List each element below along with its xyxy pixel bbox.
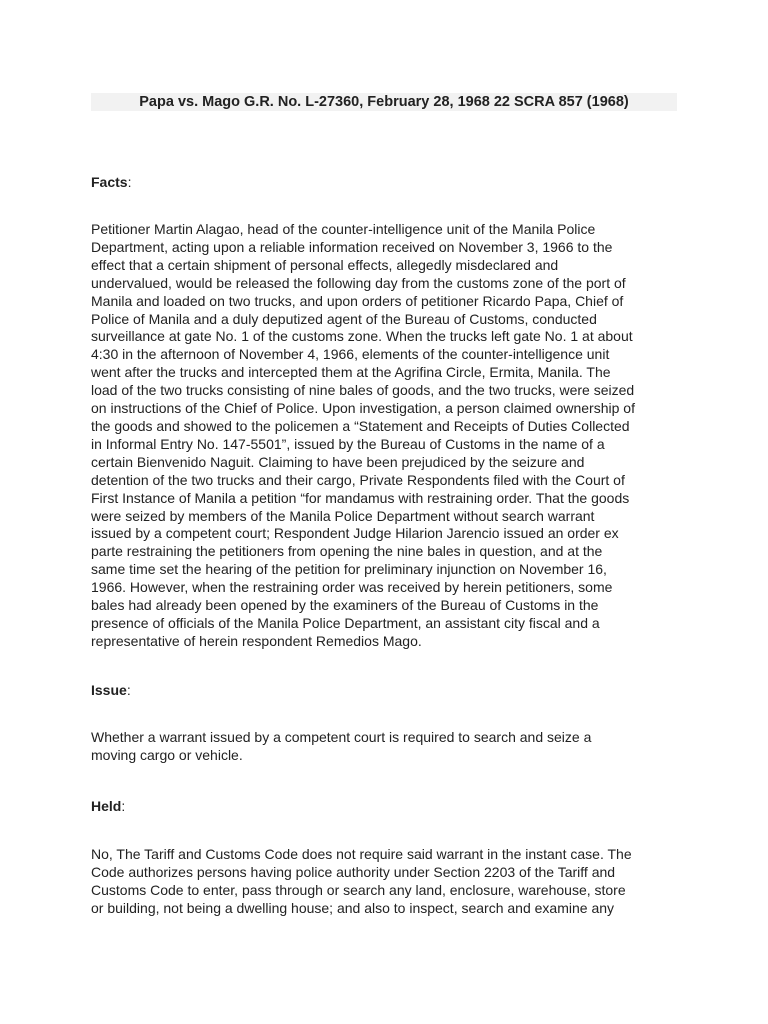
text-line: representative of herein respondent Remedios Mago. (91, 632, 422, 649)
facts-heading-colon: : (127, 174, 132, 190)
text-line: moving cargo or vehicle. (91, 746, 243, 763)
text-line: the goods and showed to the policemen a “Statement and Receipts of Duties Collected (91, 417, 630, 434)
text-line: First Instance of Manila a petition “for mandamus with restraining order. That the goods (91, 489, 630, 506)
text-line: effect that a certain shipment of personal effects, allegedly misdeclared and (91, 256, 559, 273)
facts-paragraph (91, 221, 691, 651)
text-line: were seized by members of the Manila Police Department without search warrant (91, 507, 595, 524)
text-line: No, The Tariff and Customs Code does not require said warrant in the instant case. The (91, 846, 632, 862)
text-line: in Informal Entry No. 147-5501”, issued by the Bureau of Customs in the name of a (91, 435, 605, 452)
text-line: load of the two trucks consisting of nine bales of goods, and the two trucks, were seized (91, 382, 635, 399)
text-line: Manila and loaded on two trucks, and upon orders of petitioner Ricardo Papa, Chief of (91, 292, 624, 309)
text-line: issued by a competent court; Respondent Judge Hilarion Jarencio issued an order ex (91, 525, 619, 542)
issue-heading-colon: : (126, 682, 131, 698)
held-paragraph (91, 846, 691, 918)
text-line: Whether a warrant issued by a competent court is required to search and seize a (91, 729, 592, 745)
text-line: Department, acting upon a reliable information received on November 3, 1966 to the (91, 238, 613, 255)
text-line: bales had already been opened by the examiners of the Bureau of Customs in the (91, 597, 599, 614)
text-line: or building, not being a dwelling house; and also to inspect, search and examine any (91, 899, 615, 916)
text-line: parte restraining the petitioners from opening the nine bales in question, and at the (91, 543, 603, 560)
issue-paragraph (91, 729, 691, 765)
text-line: Code authorizes persons having police authority under Section 2203 of the Tariff and (91, 863, 616, 880)
text-line: undervalued, would be released the following day from the customs zone of the port of (91, 274, 626, 291)
document-title: Papa vs. Mago G.R. No. L-27360, February 28, 1968 22 SCRA 857 (1968) (139, 94, 629, 110)
text-line: presence of officials of the Manila Police Department, an assistant city fiscal and a (91, 614, 600, 631)
text-line: 4:30 in the afternoon of November 4, 1966, elements of the counter-intelligence unit (91, 346, 610, 363)
held-heading-label: Held (91, 798, 122, 814)
title-bar (91, 93, 677, 111)
text-line: same time set the hearing of the petition for preliminary injunction on November 16, (91, 561, 607, 578)
text-line: Petitioner Martin Alagao, head of the counter-intelligence unit of the Manila Police (91, 221, 596, 237)
text-line: 1966. However, when the restraining order was received by herein petitioners, some (91, 579, 613, 596)
facts-heading (91, 173, 131, 191)
text-line: certain Bienvenido Naguit. Claiming to have been prejudiced by the seizure and (91, 453, 585, 470)
facts-heading-label: Facts (91, 174, 128, 190)
text-line: detention of the two trucks and their cargo, Private Respondents filed with the Court of (91, 471, 625, 488)
issue-heading-label: Issue (91, 682, 127, 698)
text-line: Police of Manila and a duly deputized agent of the Bureau of Customs, conducted (91, 310, 597, 327)
text-line: Customs Code to enter, pass through or search any land, enclosure, warehouse, store (91, 881, 626, 898)
issue-heading (91, 681, 131, 699)
held-heading (91, 797, 125, 815)
text-line: surveillance at gate No. 1 of the customs zone. When the trucks left gate No. 1 at about (91, 328, 633, 345)
text-line: went after the trucks and intercepted them at the Agrifina Circle, Ermita, Manila. The (91, 364, 611, 381)
held-heading-colon: : (121, 798, 126, 814)
text-line: on instructions of the Chief of Police. Upon investigation, a person claimed ownership of (91, 400, 635, 417)
